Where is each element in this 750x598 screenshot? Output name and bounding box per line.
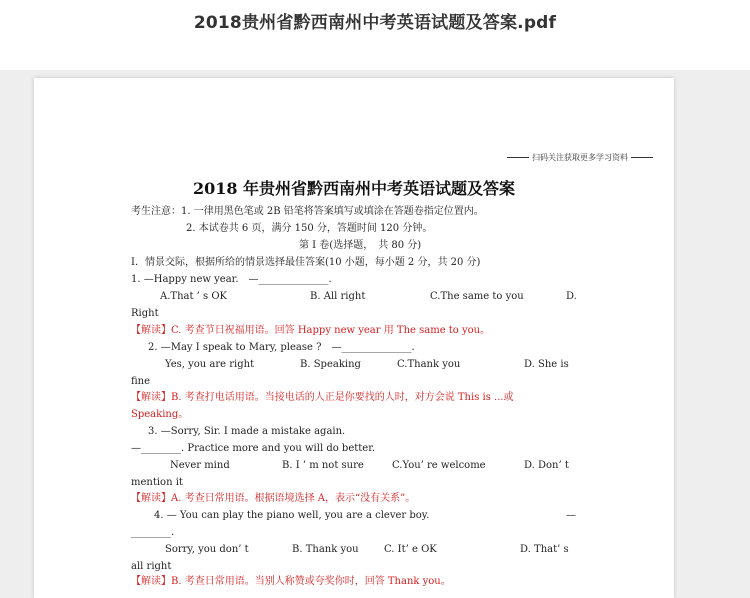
q4-option-a: Sorry, you don’ t: [165, 544, 249, 555]
q1-explanation: 【解读】C. 考查节日祝福用语。回答 Happy new year 用 The same to you。: [131, 325, 491, 336]
q4-option-c: C. It’ e OK: [384, 544, 437, 555]
q4-option-d-wrap: all right: [131, 561, 172, 572]
qr-note-text: 扫码关注获取更多学习资料: [532, 153, 628, 162]
q1-stem: 1. —Happy new year. —______________.: [131, 274, 332, 285]
q4-stem: 4. — You can play the piano well, you are a clever boy.: [154, 510, 430, 521]
notice-line-1: 考生注意：1. 一律用黑色笔或 2B 铅笔将答案填写或填涂在答题卷指定位置内。: [131, 206, 484, 217]
q3-stem: 3. —Sorry, Sir. I made a mistake again.: [148, 426, 346, 437]
pdf-page: [34, 78, 674, 598]
document-title: 2018贵州省黔西南州中考英语试题及答案.pdf: [193, 13, 557, 33]
q1-option-d: D.: [566, 291, 577, 302]
q1-option-c: C.The same to you: [430, 291, 524, 302]
q2-explanation-2: Speaking。: [131, 409, 189, 420]
q4-explanation: 【解读】B. 考查日常用语。当别人称赞或夸奖你时，回答 Thank you。: [131, 576, 451, 587]
dash-left: [507, 157, 529, 158]
volume-heading: 第 I 卷(选择题， 共 80 分): [299, 240, 422, 251]
q4-stem-2: ________.: [131, 527, 175, 538]
q3-option-d-wrap: mention it: [131, 477, 183, 488]
q3-option-d: D. Don’ t: [524, 460, 569, 471]
q2-option-c: C.Thank you: [397, 359, 461, 370]
q3-option-b: B. I ’ m not sure: [282, 460, 364, 471]
section-heading: I．情景交际，根据所给的情景选择最佳答案(10 小题，每小题 2 分，共 20 分): [131, 257, 481, 268]
paper-title: 2018 年贵州省黔西南州中考英语试题及答案: [192, 179, 516, 198]
q2-option-a: Yes, you are right: [165, 359, 255, 370]
q3-option-c: C.You’ re welcome: [392, 460, 486, 471]
q4-option-b: B. Thank you: [292, 544, 359, 555]
q2-stem: 2. —May I speak to Mary, please ? —______________.: [148, 342, 415, 353]
q2-option-d: D. She is: [524, 359, 569, 370]
q4-stem-dash: —: [566, 510, 576, 521]
q3-stem-2: —________. Practice more and you will do better.: [131, 443, 376, 454]
q2-option-d-wrap: fine: [131, 376, 151, 387]
q4-option-d: D. That’ s: [520, 544, 569, 555]
q3-option-a: Never mind: [170, 460, 230, 471]
q1-option-a: A.That ’ s OK: [160, 291, 228, 302]
qr-note: [504, 152, 656, 163]
q2-option-b: B. Speaking: [300, 359, 361, 370]
q1-option-d-wrap: Right: [131, 308, 159, 319]
q2-explanation-1: 【解读】B. 考查打电话用语。当接电话的人正是你要找的人时，对方会说 This is ...或: [131, 392, 514, 403]
q1-option-b: B. All right: [310, 291, 366, 302]
q3-explanation: 【解读】A. 考查日常用语。根据语境选择 A，表示“没有关系”。: [131, 493, 416, 504]
viewer-header: [0, 0, 750, 70]
notice-line-2: 2. 本试卷共 6 页，满分 150 分，答题时间 120 分钟。: [186, 223, 433, 234]
dash-right: [631, 157, 653, 158]
